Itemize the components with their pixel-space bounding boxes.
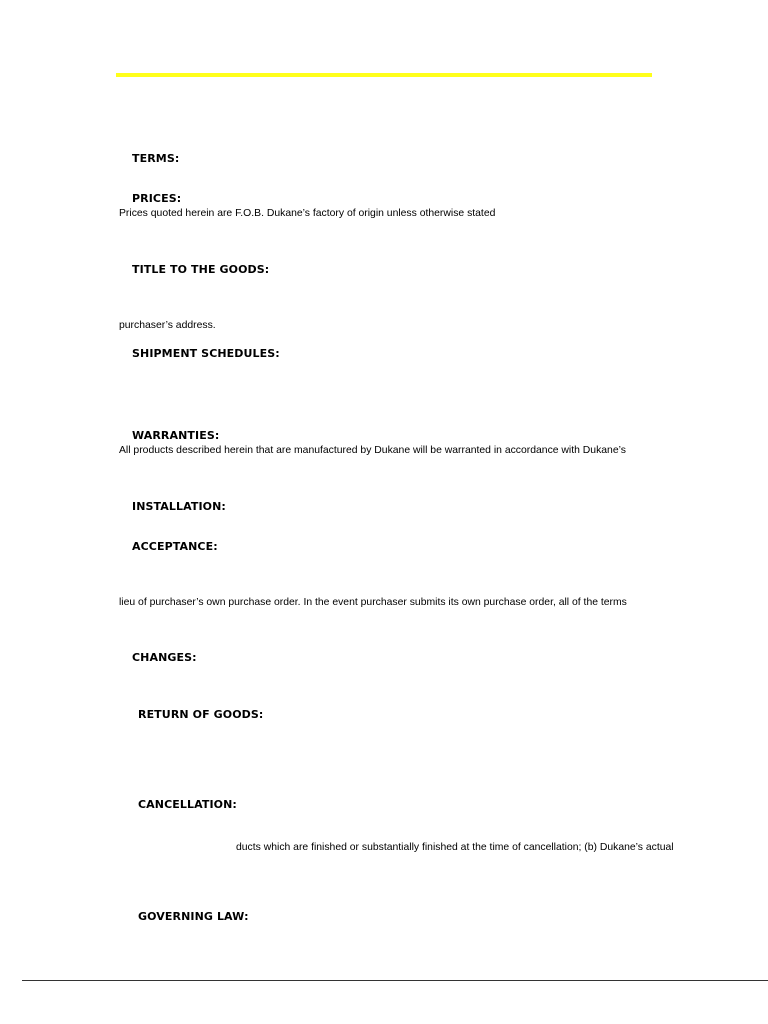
- top-yellow-rule: [116, 73, 652, 77]
- acceptance-text: lieu of purchaser’s own purchase order. In the event purchaser submits its own purchase order, all of the terms: [119, 597, 627, 608]
- cancellation-text: ducts which are finished or substantially finished at the time of cancellation; (b) Dukane’s actual: [236, 842, 674, 853]
- warranties-heading: WARRANTIES:: [132, 429, 220, 442]
- cancellation-heading: CANCELLATION:: [138, 798, 237, 811]
- shipment-schedules-heading: SHIPMENT SCHEDULES:: [132, 347, 280, 360]
- bottom-rule: [22, 980, 768, 981]
- title-text: purchaser’s address.: [119, 320, 216, 331]
- changes-heading: CHANGES:: [132, 651, 197, 664]
- governing-law-heading: GOVERNING LAW:: [138, 910, 249, 923]
- installation-heading: INSTALLATION:: [132, 500, 226, 513]
- terms-heading: TERMS:: [132, 152, 180, 165]
- prices-heading: PRICES:: [132, 192, 182, 205]
- title-to-goods-heading: TITLE TO THE GOODS:: [132, 263, 270, 276]
- acceptance-heading: ACCEPTANCE:: [132, 540, 218, 553]
- warranties-text: All products described herein that are manufactured by Dukane will be warranted in accordance with Dukane’s: [119, 445, 626, 456]
- return-of-goods-heading: RETURN OF GOODS:: [138, 708, 264, 721]
- prices-text: Prices quoted herein are F.O.B. Dukane’s factory of origin unless otherwise stated: [119, 208, 496, 219]
